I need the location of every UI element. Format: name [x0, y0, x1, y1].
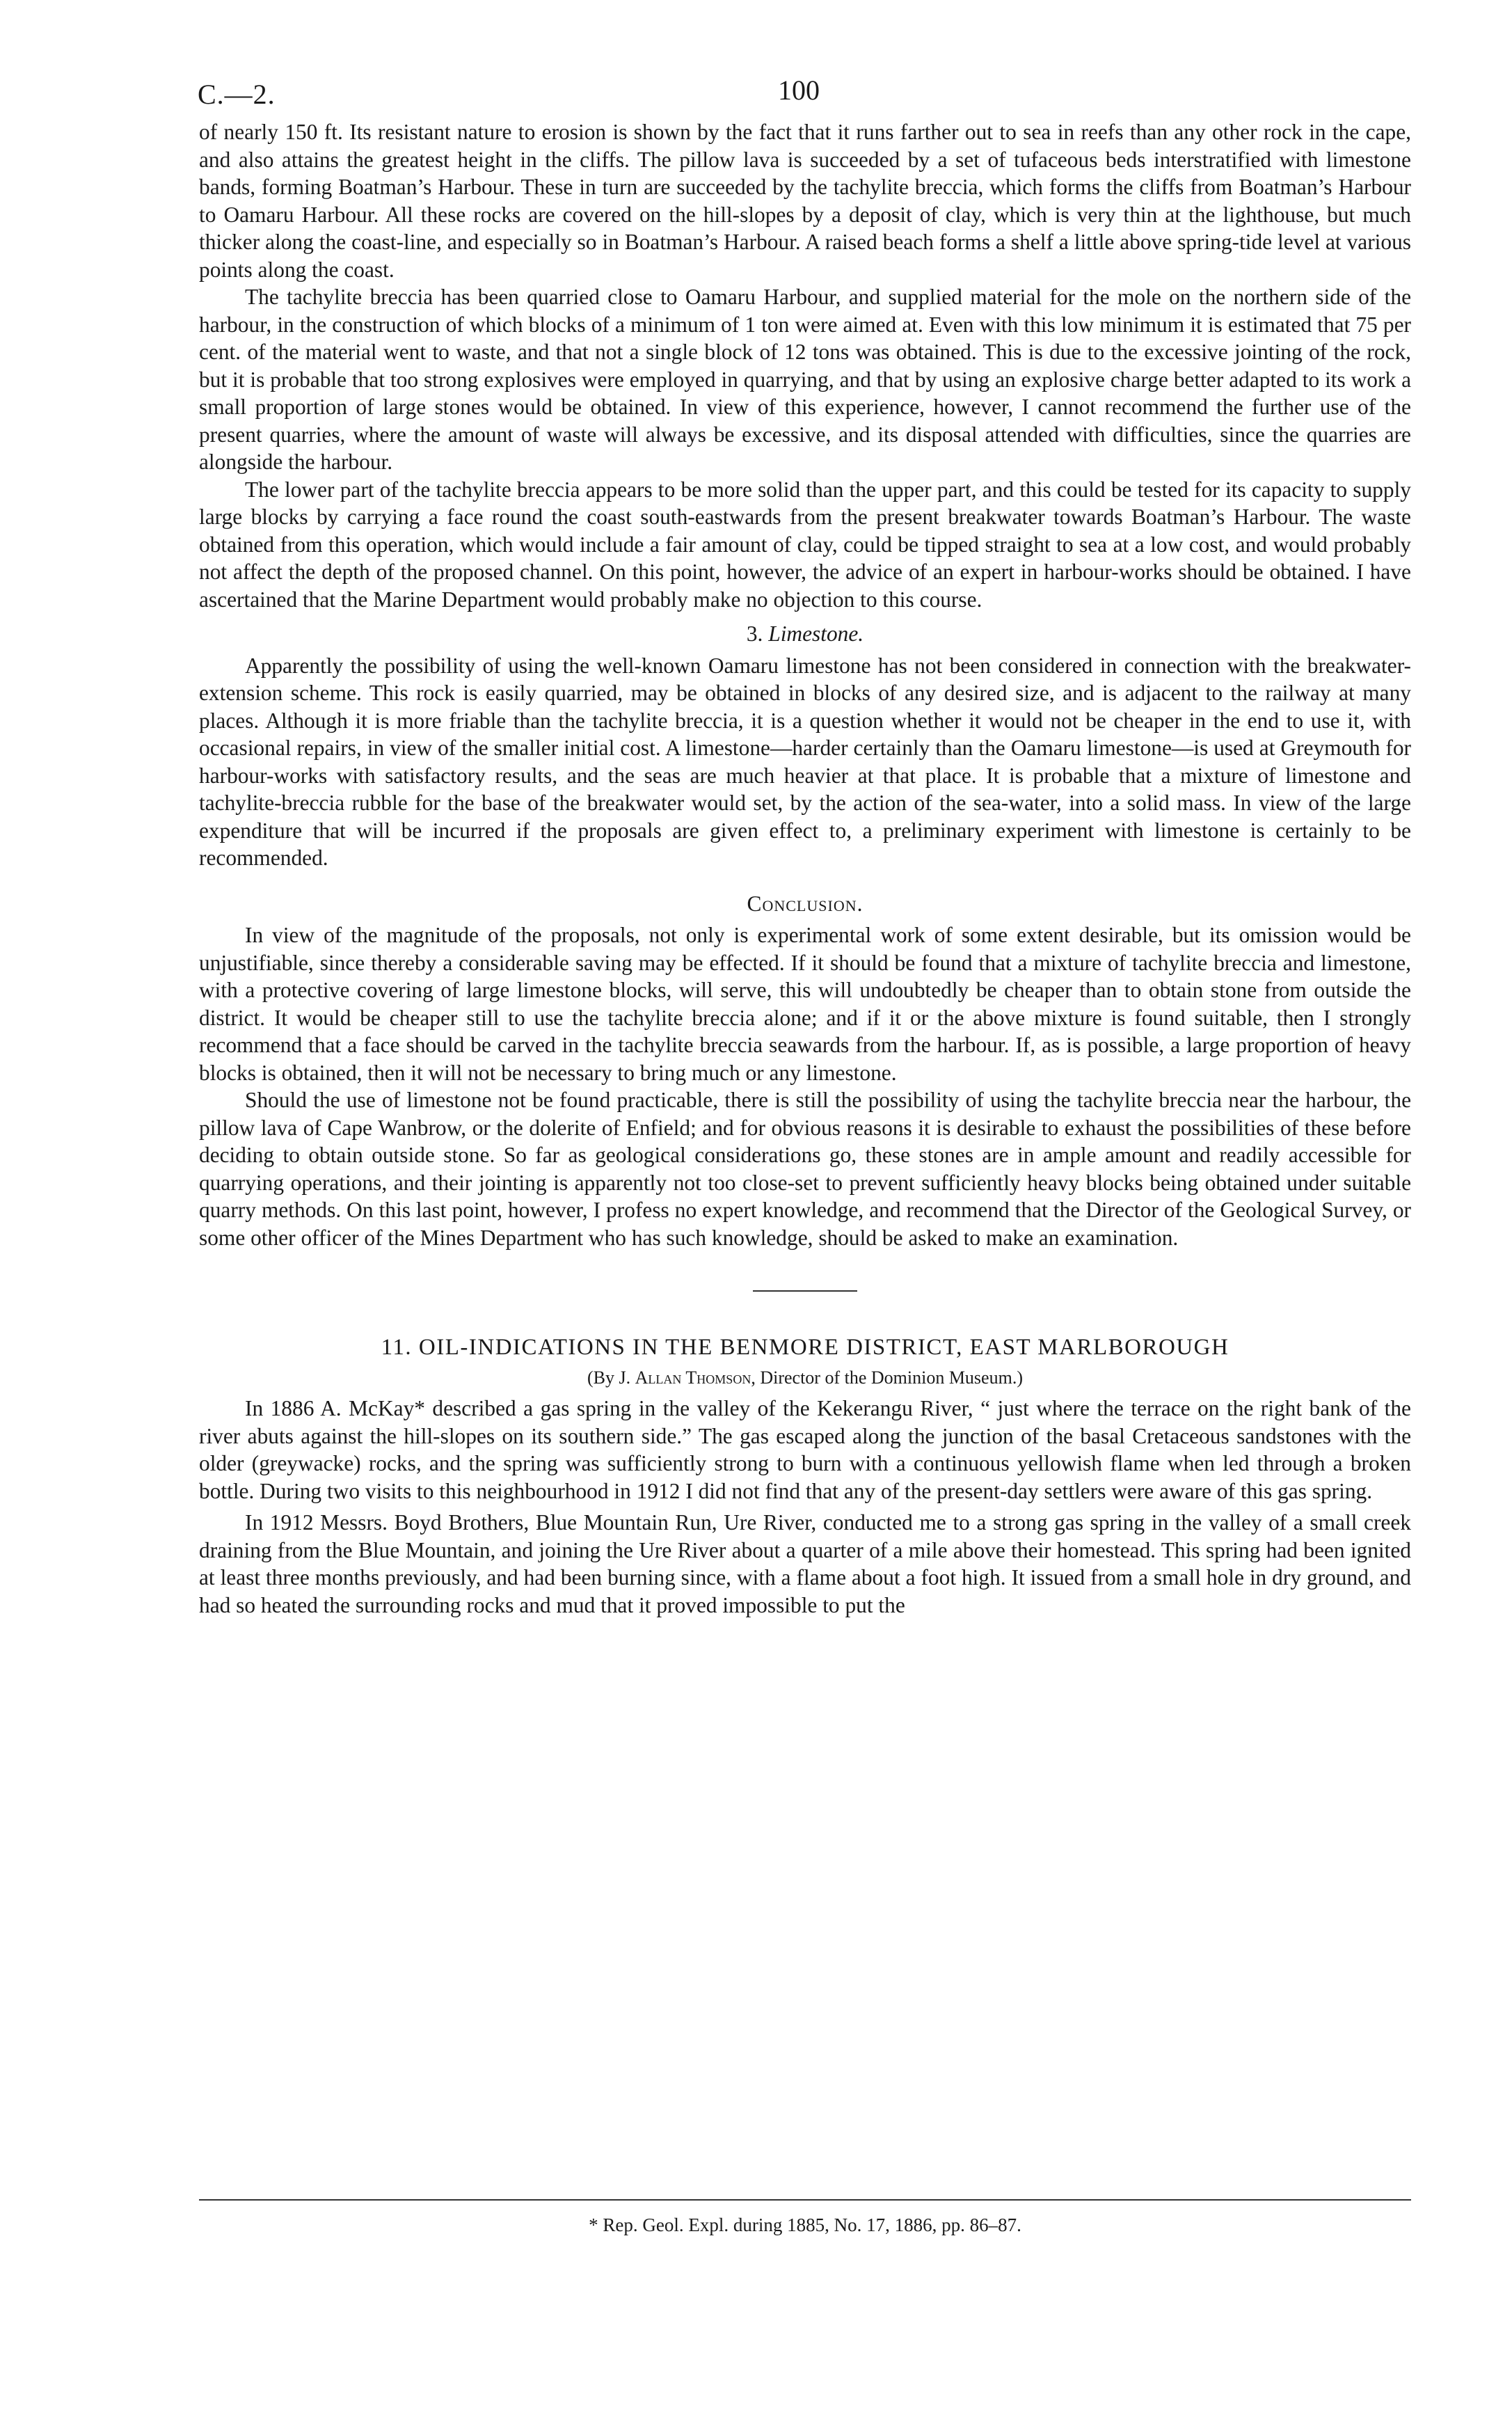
- paragraph: of nearly 150 ft. Its resistant nature to erosion is shown by the fact that it runs farther out to sea in reefs than any other rock in the cape, and also attains the greatest height in the cliffs. The pillow lava is succeeded by a set of tufaceous beds interstratified with limestone bands, forming Boatman’s Harbour. These in turn are succeeded by the tachylite breccia, which forms the cliffs from Boatman’s Harbour to Oamaru Harbour. All these rocks are covered on the hill-slopes by a deposit of clay, which is very thin at the lighthouse, but much thicker along the coast-line, and especially so in Boatman’s Harbour. A raised beach forms a shelf a little above spring-tide level at various points along the coast.: [199, 120, 1411, 282]
- paragraph: The lower part of the tachylite breccia appears to be more solid than the upper part, and this could be tested for its capacity to supply large blocks by carrying a face round the coast south-eastwards from the present breakwater towards Boatman’s Harbour. The waste obtained from this operation, which would include a fair amount of clay, could be tipped straight to sea at a low cost, and would probably not affect the depth of the proposed channel. On this point, however, the advice of an expert in harbour-works should be obtained. I have ascertained that the Marine Department would probably make no objection to this course.: [199, 477, 1411, 612]
- paragraph: Should the use of limestone not be found practicable, there is still the possibility of using the tachylite breccia near the harbour, the pillow lava of Cape Wanbrow, or the dolerite of Enfield; and for obvious reasons it is desirable to exhaust the possibilities of these before deciding to obtain outside stone. So far as geological considerations go, these stones are in ample amount and readily accessible for quarrying operations, and their jointing is apparently not too close-set to prevent sufficiently heavy blocks being obtained under suitable quarry methods. On this last point, however, I profess no expert knowledge, and recommend that the Director of the Geological Survey, or some other officer of the Mines Department who has such knowledge, should be asked to make an examination.: [199, 1088, 1411, 1250]
- section-number: 3.: [746, 621, 763, 646]
- article-title: 11. OIL-INDICATIONS IN THE BENMORE DISTRICT, EAST MARLBOROUGH: [381, 1335, 1230, 1360]
- byline-rest: Director of the Dominion Museum.): [760, 1368, 1023, 1388]
- footnote: * Rep. Geol. Expl. during 1885, No. 17, 1886, pp. 86–87.: [589, 2214, 1021, 2235]
- section-divider: [753, 1290, 857, 1292]
- page-number: 100: [778, 74, 820, 106]
- paragraph: Apparently the possibility of using the well-known Oamaru limestone has not been considered in connection with the breakwater-extension scheme. This rock is easily quarried, may be obtained in blocks of any desired size, and is adjacent to the railway at many places. Although it is more friable than the tachylite breccia, it is a question whether it would not be cheaper in the end to use it, with occasional repairs, in view of the smaller initial cost. A limestone—harder certainly than the Oamaru limestone—is used at Greymouth for harbour-works with satisfactory results, and the seas are much heavier at that place. It is probable that a mixture of limestone and tachylite-breccia rubble for the base of the breakwater would set, by the action of the sea-water, into a solid mass. In view of the large expenditure that will be incurred if the proposals are given effect to, a preliminary experiment with limestone is certainly to be recommended.: [199, 653, 1411, 870]
- paragraph: The tachylite breccia has been quarried close to Oamaru Harbour, and supplied material for the mole on the northern side of the harbour, in the construction of which blocks of a minimum of 1 ton were aimed at. Even with this low minimum it is estimated that 75 per cent. of the material went to waste, and that not a single block of 12 tons was obtained. This is due to the excessive jointing of the rock, but it is probable that too strong explosives were employed in quarrying, and that by using an explosive charge better adapted to its work a small proportion of large stones would be obtained. In view of this experience, however, I cannot recommend the further use of the present quarries, where the amount of waste will always be excessive, and its disposal attended with difficulties, since the quarries are alongside the harbour.: [199, 285, 1411, 474]
- page-header: [199, 70, 1411, 118]
- byline-author: Allan Thomson,: [635, 1368, 756, 1388]
- byline-open: (By J.: [587, 1368, 631, 1388]
- paragraph: In view of the magnitude of the proposals, not only is experimental work of some extent desirable, but its omission would be unjustifiable, since thereby a considerable saving may be effected. If it should be found that a mixture of tachylite breccia and limestone, with a protective covering of large limestone blocks, will serve, this will undoubtedly be cheaper than to obtain stone from outside the district. It would be cheaper still to use the tachylite breccia alone; and if it or the above mixture is found suitable, then I strongly recommend that a face should be carved in the tachylite breccia seawards from the harbour. If, as is possible, a large proportion of heavy blocks is obtained, then it will not be necessary to bring much or any limestone.: [199, 923, 1411, 1085]
- section-heading-limestone: [199, 620, 1411, 648]
- document-page: [199, 70, 1411, 1619]
- paragraph: In 1886 A. McKay* described a gas spring in the valley of the Kekerangu River, “ just where the terrace on the right bank of the river abuts against the hill-slopes on its southern side.” The gas escaped along the junction of the basal Cretaceous sandstones with the older (greywacke) rocks, and the spring was sufficiently strong to burn with a continuous yellowish flame when led through a broken bottle. During two visits to this neighbourhood in 1912 I did not find that any of the present-day settlers were aware of this gas spring.: [199, 1396, 1411, 1503]
- footnote-rule: [199, 2199, 1411, 2201]
- section-title: Conclusion.: [747, 891, 864, 916]
- document-reference: C.—2.: [198, 79, 276, 110]
- section-title: Limestone.: [768, 621, 864, 646]
- paragraph: In 1912 Messrs. Boyd Brothers, Blue Mountain Run, Ure River, conducted me to a strong gas spring in the valley of a small creek draining from the Blue Mountain, and joining the Ure River about a quarter of a mile above their homestead. This spring had been ignited at least three months previously, and had been burning since, with a flame about a foot high. It issued from a small hole in dry ground, and had so heated the surrounding rocks and mud that it proved impossible to put the: [199, 1510, 1411, 1617]
- article-byline: [199, 1365, 1411, 1390]
- section-heading-conclusion: [199, 890, 1411, 918]
